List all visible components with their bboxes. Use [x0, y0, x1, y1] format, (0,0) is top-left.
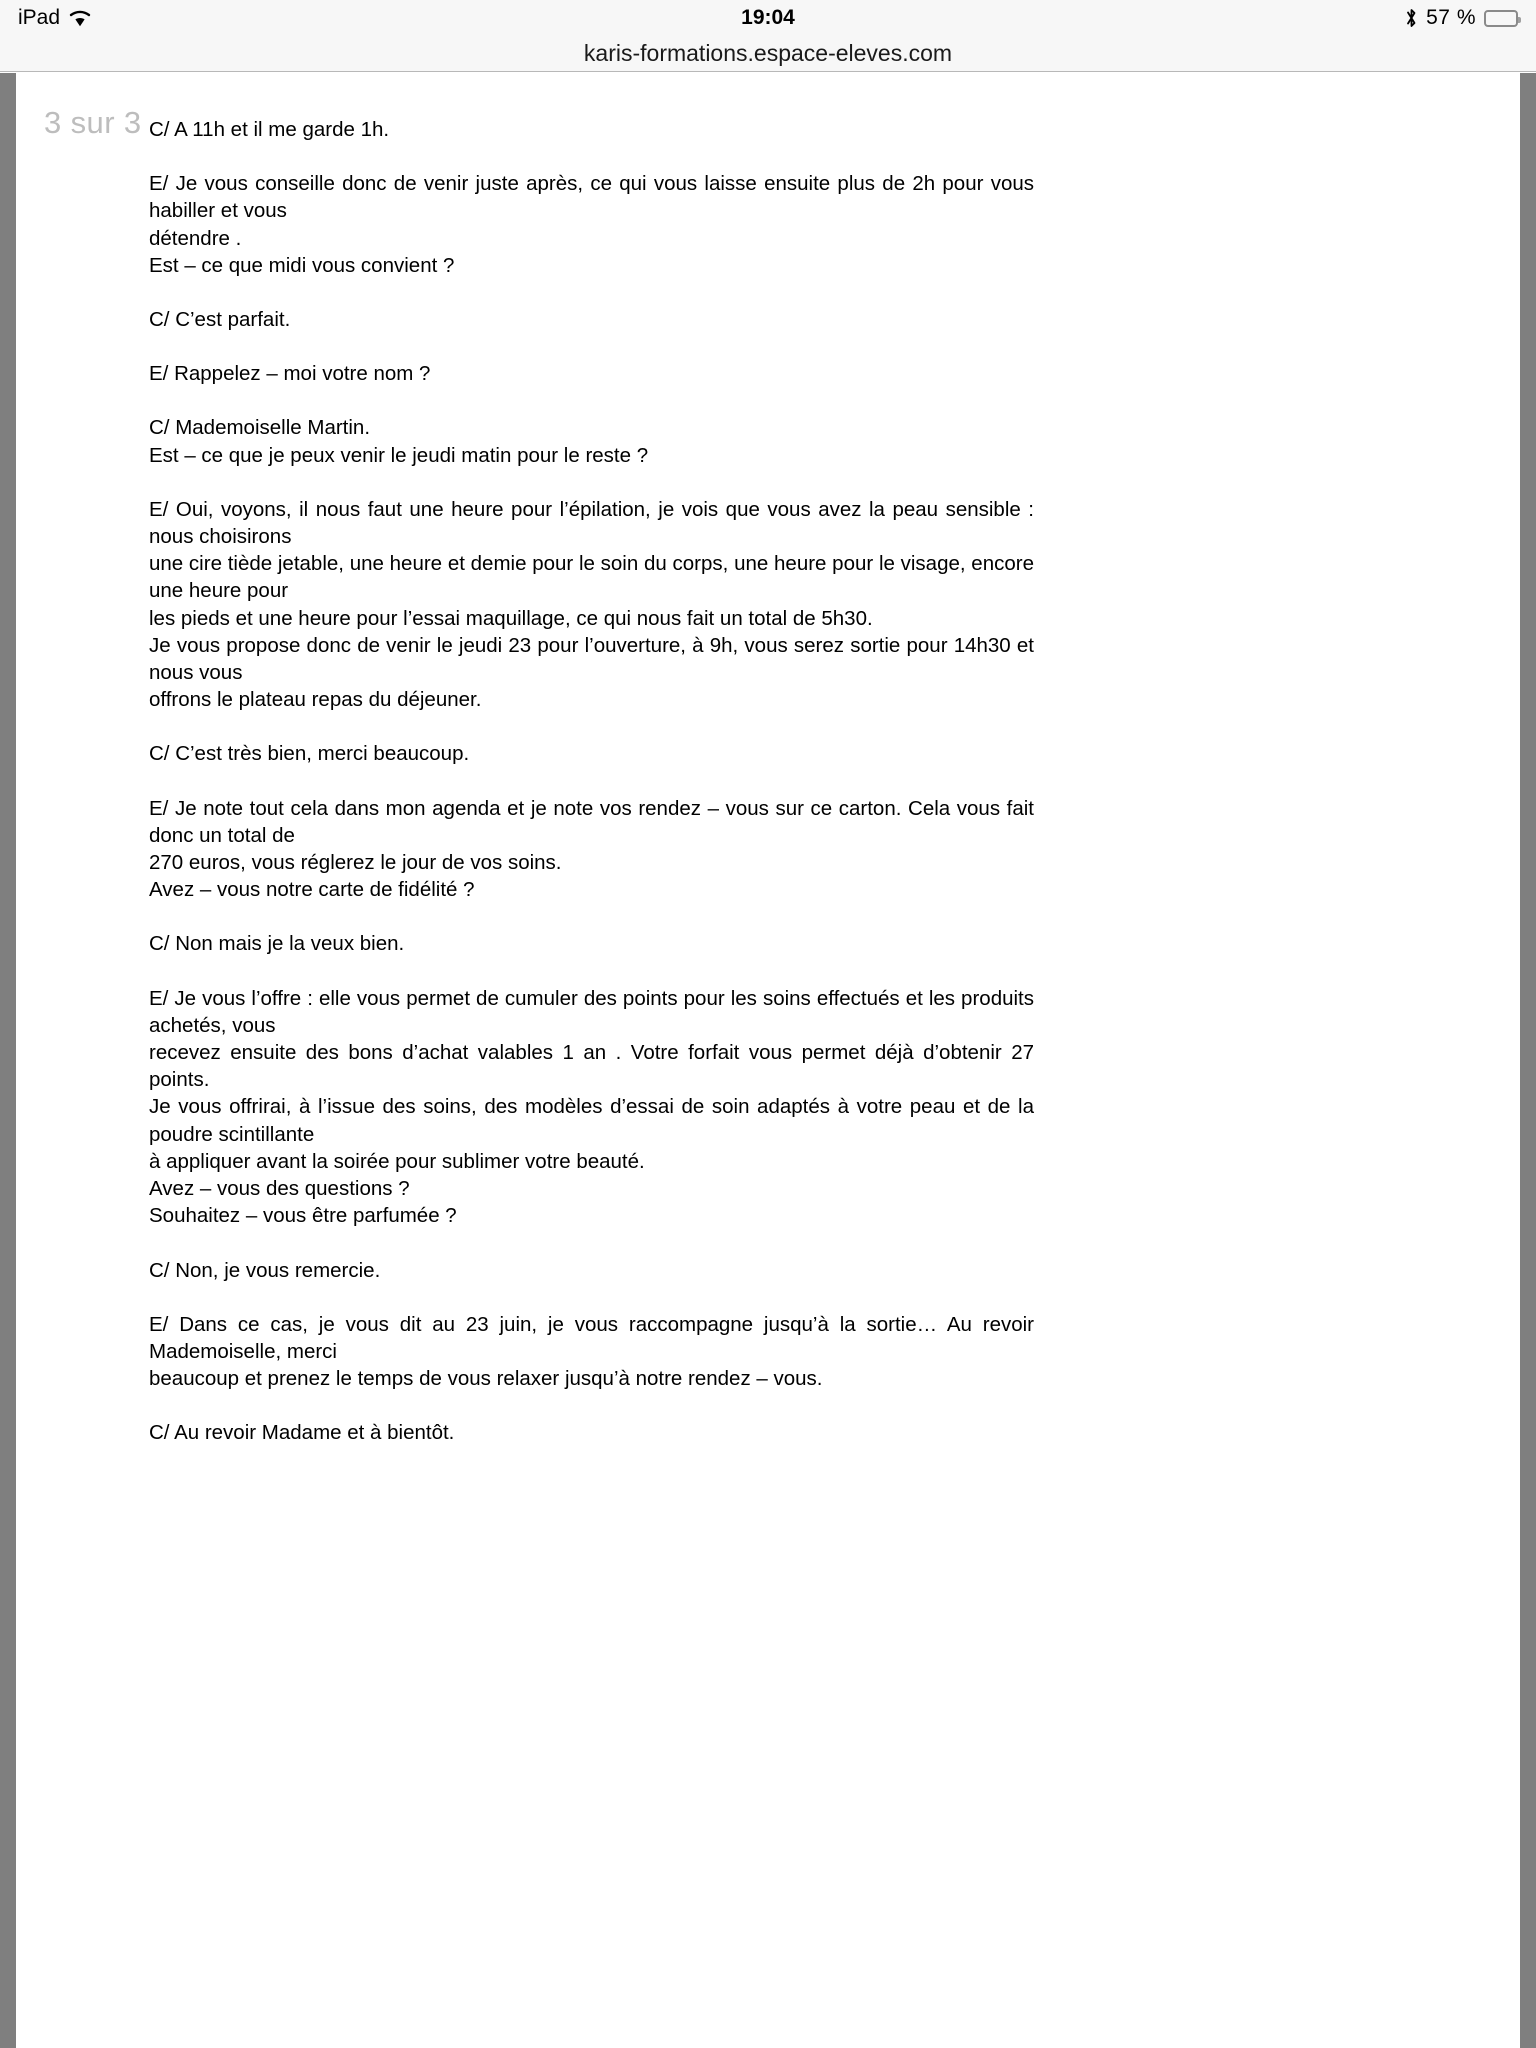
document-paragraph — [149, 985, 1034, 1230]
document-line: C/ C’est très bien, merci beaucoup. — [149, 742, 470, 766]
document-line: E/ Je vous conseille donc de venir juste après, ce qui vous laisse ensuite plus de 2h pour vous habiller et vous — [149, 172, 1034, 223]
document-paragraph — [149, 414, 1034, 468]
document-line: détendre . — [149, 226, 242, 250]
document-line: Je vous propose donc de venir le jeudi 23 pour l’ouverture, à 9h, vous serez sortie pour 14h30 et nous vous — [149, 633, 1034, 685]
document-line: C/ Au revoir Madame et à bientôt. — [149, 1421, 455, 1445]
bluetooth-icon — [1405, 7, 1418, 29]
pdf-document-viewport[interactable] — [0, 73, 1536, 2048]
document-paragraph — [149, 1257, 1034, 1284]
browser-address-bar[interactable] — [0, 36, 1536, 72]
document-line: E/ Dans ce cas, je vous dit au 23 juin, je vous raccompagne jusqu’à la sortie… Au revoir Mademoiselle, merci — [149, 1312, 1034, 1363]
status-bar-right — [1318, 6, 1518, 30]
document-line: les pieds et une heure pour l’essai maquillage, ce qui nous fait un total de 5h30. — [149, 606, 873, 630]
document-line: E/ Rappelez – moi votre nom ? — [149, 362, 431, 386]
url-text: karis-formations.espace-eleves.com — [583, 40, 953, 66]
document-line: C/ A 11h et il me garde 1h. — [149, 118, 390, 141]
document-line: Avez – vous des questions ? — [149, 1177, 410, 1201]
document-line: Souhaitez – vous être parfumée ? — [149, 1204, 457, 1228]
document-line: Est – ce que midi vous convient ? — [149, 253, 455, 277]
document-paragraph — [149, 1311, 1034, 1393]
document-paragraph — [149, 116, 1034, 143]
wifi-icon — [69, 10, 91, 27]
document-line: une cire tiède jetable, une heure et demie pour le soin du corps, une heure pour le visage, encore une heure pour — [149, 552, 1034, 603]
ios-status-bar — [0, 0, 1536, 36]
document-paragraph — [149, 306, 1034, 333]
status-bar-left — [18, 6, 218, 30]
document-line: C/ Non mais je la veux bien. — [149, 932, 405, 956]
document-line: C/ C’est parfait. — [149, 308, 291, 332]
document-line: Avez – vous notre carte de fidélité ? — [149, 878, 475, 902]
document-paragraph — [149, 930, 1034, 957]
document-paragraph — [149, 740, 1034, 767]
battery-percentage-label: 57 % — [1426, 6, 1476, 29]
document-paragraph — [149, 1419, 1034, 1446]
document-line: beaucoup et prenez le temps de vous relaxer jusqu’à notre rendez – vous. — [149, 1367, 823, 1391]
page-counter-label: 3 sur 3 — [44, 105, 142, 140]
document-line: recevez ensuite des bons d’achat valables 1 an . Votre forfait vous permet déjà d’obtenir 27 points. — [149, 1041, 1034, 1092]
document-line: offrons le plateau repas du déjeuner. — [149, 688, 482, 712]
battery-icon — [1484, 10, 1518, 27]
document-line: E/ Je vous l’offre : elle vous permet de cumuler des points pour les soins effectués et les produits achetés, vous — [149, 986, 1034, 1037]
status-bar-clock: 19:04 — [741, 6, 795, 29]
document-line: C/ Non, je vous remercie. — [149, 1258, 381, 1282]
document-line: E/ Oui, voyons, il nous faut une heure pour l’épilation, je vois que vous avez la peau sensible : nous choisirons — [149, 497, 1034, 549]
document-paragraph — [149, 496, 1034, 714]
document-line: E/ Je note tout cela dans mon agenda et je note vos rendez – vous sur ce carton. Cela vous fait donc un total de — [149, 796, 1034, 847]
document-line: C/ Mademoiselle Martin. — [149, 416, 371, 440]
document-text-body — [149, 116, 1034, 1447]
document-paragraph — [149, 360, 1034, 387]
document-line: Je vous offrirai, à l’issue des soins, des modèles d’essai de soin adaptés à votre peau et de la poudre scintillante — [149, 1095, 1034, 1146]
document-line: à appliquer avant la soirée pour sublimer votre beauté. — [149, 1149, 645, 1173]
document-paragraph — [149, 795, 1034, 904]
document-line: Est – ce que je peux venir le jeudi matin pour le reste ? — [149, 443, 649, 467]
device-name-label: iPad — [18, 6, 61, 29]
document-paragraph — [149, 170, 1034, 279]
document-line: 270 euros, vous réglerez le jour de vos soins. — [149, 851, 562, 875]
